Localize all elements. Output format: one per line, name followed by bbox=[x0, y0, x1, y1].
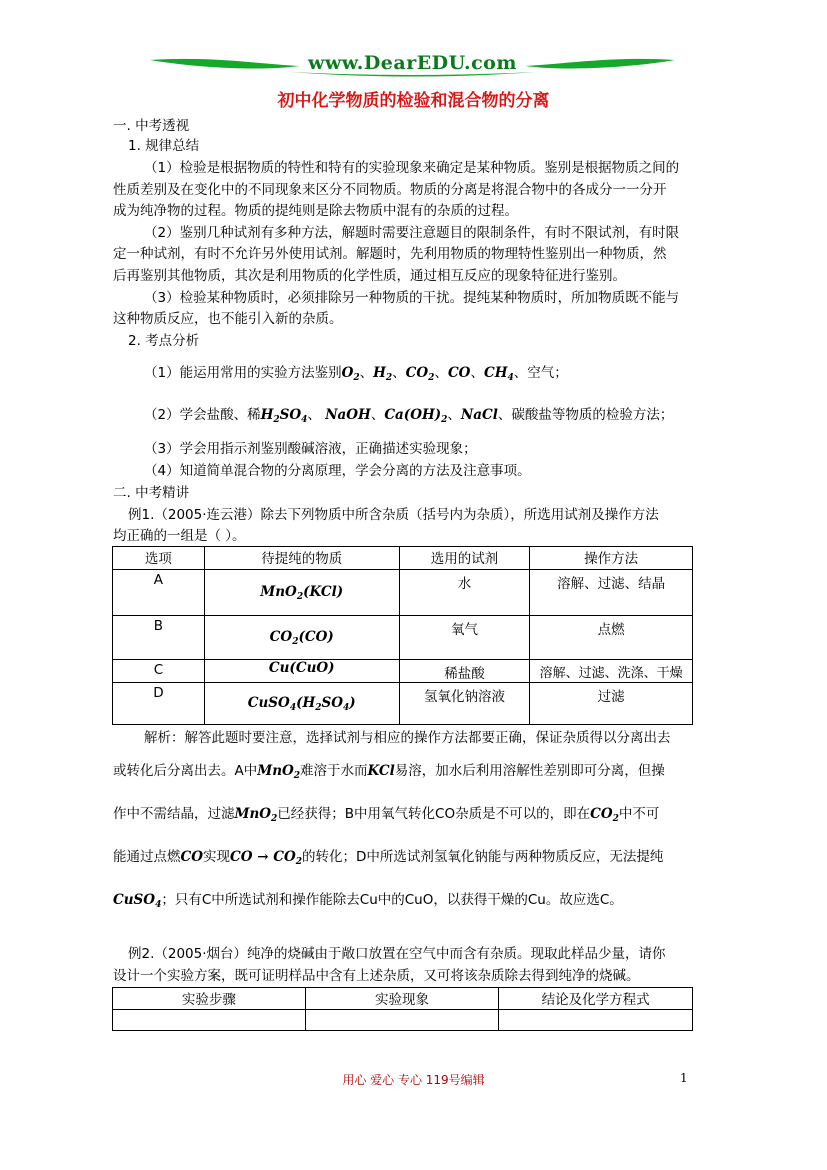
option-cell: B bbox=[153, 618, 164, 634]
page-number: 1 bbox=[680, 1071, 688, 1085]
table-header-row bbox=[113, 547, 693, 570]
formula-co: CO bbox=[447, 365, 471, 381]
formula-co2-co: $CO_2(CO)$ bbox=[269, 628, 334, 647]
formula-o2: $O_2$ bbox=[341, 365, 360, 383]
formula-ch4: $CH_4$ bbox=[483, 365, 514, 383]
table-header: 待提纯的物质 bbox=[204, 547, 399, 570]
formula-cuso4-h2so4: $CuSO_4(H_2SO_4)$ bbox=[247, 694, 356, 713]
analysis-text: 实现 bbox=[203, 849, 231, 865]
table-header: 结论及化学方程式 bbox=[499, 988, 693, 1010]
point-2-tail: 、碳酸盐等物质的检验方法； bbox=[497, 407, 674, 423]
formula-cuso4: CuSO$_4$ bbox=[113, 892, 162, 910]
formula-mno2-kcl: MnO$_2$(KCl) bbox=[260, 583, 344, 602]
table-row bbox=[113, 1010, 693, 1031]
analysis-line3 bbox=[113, 805, 659, 828]
option-cell: A bbox=[153, 572, 164, 588]
empty-cell bbox=[305, 1010, 499, 1031]
formula-mno2: MnO$_2$ bbox=[234, 806, 278, 824]
formula-kcl: KCl bbox=[367, 763, 395, 779]
formula-co: CO bbox=[180, 849, 204, 865]
example2-table bbox=[112, 987, 693, 1031]
header-banner bbox=[150, 50, 675, 78]
example1-table bbox=[112, 546, 693, 725]
section-heading-2: 二. 中考精讲 bbox=[113, 485, 190, 501]
analysis-text: 能通过点燃 bbox=[113, 849, 181, 865]
analysis-text: 难溶于水而 bbox=[300, 763, 368, 779]
method-cell: 溶解、过滤、洗涤、干燥 bbox=[539, 666, 683, 681]
analysis-text: 已经获得；B中用氧气转化CO杂质是不可以的，即在 bbox=[277, 806, 591, 822]
document-title: 初中化学物质的检验和混合物的分离 bbox=[277, 91, 550, 111]
table-header: 实验现象 bbox=[305, 988, 499, 1010]
example1-line1: 例1.（2005·连云港）除去下列物质中所含杂质（括号内为杂质），所选用试剂及操作方法 bbox=[128, 507, 659, 523]
formula-nacl: NaCl bbox=[460, 407, 498, 423]
analysis-text: 或转化后分离出去。A中 bbox=[113, 763, 258, 779]
method-cell: 过滤 bbox=[597, 689, 625, 705]
analysis-line1: 解析：解答此题时要注意，选择试剂与相应的操作方法都要正确，保证杂质得以分离出去 bbox=[144, 730, 671, 746]
point-1: （1）能运用常用的实验方法鉴别$O_2$、$H_2$、$CO_2$、CO、$CH_4$、空气； bbox=[144, 365, 568, 383]
point-1-tail: 、空气； bbox=[513, 365, 568, 381]
table-header: 选项 bbox=[113, 547, 205, 570]
formula-co-to-co2: CO → $CO_2$ bbox=[230, 849, 303, 867]
para2-line2: 定一种试剂，有时不允许另外使用试剂。解题时，先利用物质的物理特性鉴别出一种物质，然 bbox=[113, 246, 667, 262]
analysis-text: ；只有C中所选试剂和操作能除去Cu中的CuO，以获得干燥的Cu。故应选C。 bbox=[161, 892, 623, 908]
table-header-row bbox=[113, 988, 693, 1010]
method-cell: 点燃 bbox=[597, 622, 625, 638]
site-title: www.DearEDU.com bbox=[308, 52, 517, 74]
point-1-text: （1）能运用常用的实验方法鉴别 bbox=[144, 365, 342, 381]
table-row bbox=[113, 570, 693, 616]
para2-line1: （2）鉴别几种试剂有多种方法，解题时需要注意题目的限制条件，有时不限试剂，有时限 bbox=[144, 225, 680, 241]
analysis-line5 bbox=[113, 891, 623, 914]
empty-cell bbox=[499, 1010, 693, 1031]
formula-naoh: NaOH bbox=[325, 407, 371, 423]
formula-caoh2: $Ca(OH)_2$ bbox=[384, 407, 448, 425]
formula-co2: $CO_2$ bbox=[405, 365, 435, 383]
para1-line3: 成为纯净物的过程。物质的提纯则是除去物质中混有的杂质的过程。 bbox=[113, 203, 518, 219]
para3-line2: 这种物质反应，也不能引入新的杂质。 bbox=[113, 311, 343, 327]
option-cell: D bbox=[153, 685, 164, 701]
reagent-cell: 氧气 bbox=[450, 622, 478, 638]
para2-line3: 后再鉴别其他物质，其次是利用物质的化学性质，通过相互反应的现象特征进行鉴别。 bbox=[113, 268, 626, 284]
para3-line1: （3）检验某种物质时，必须排除另一种物质的干扰。提纯某种物质时，所加物质既不能与 bbox=[144, 290, 680, 306]
point-3: （3）学会用指示剂鉴别酸碱溶液，正确描述实验现象； bbox=[144, 441, 477, 457]
table-row bbox=[113, 683, 693, 725]
example2-line2: 设计一个实验方案，既可证明样品中含有上述杂质，又可将该杂质除去得到纯净的烧碱。 bbox=[113, 968, 640, 984]
reagent-cell: 稀盐酸 bbox=[444, 666, 485, 682]
example1-line2: 均正确的一组是（ ）。 bbox=[113, 528, 246, 544]
table-row bbox=[113, 660, 693, 683]
analysis-text: 中不可 bbox=[618, 806, 660, 822]
formula-h2: $H_2$ bbox=[373, 365, 393, 383]
formula-co2: $CO_2$ bbox=[590, 806, 619, 824]
option-cell: C bbox=[153, 662, 164, 678]
para1-line1: （1）检验是根据物质的特性和特有的实验现象来确定是某种物质。鉴别是根据物质之间的 bbox=[144, 160, 680, 176]
point-4: （4）知道简单混合物的分离原理，学会分离的方法及注意事项。 bbox=[144, 463, 531, 479]
formula-h2so4: $H_2SO_4$ bbox=[260, 407, 308, 425]
section-heading-1: 一. 中考透视 bbox=[113, 118, 190, 134]
point-2: （2）学会盐酸、稀$H_2SO_4$、 NaOH、$Ca(OH)_2$、NaCl、碳酸盐等物质的检验方法； bbox=[144, 407, 674, 425]
reagent-cell: 氢氧化钠溶液 bbox=[423, 689, 505, 705]
analysis-text: 作中不需结晶，过滤 bbox=[113, 806, 235, 822]
analysis-text: 的转化；D中所选试剂氢氧化钠能与两种物质反应，无法提纯 bbox=[302, 849, 664, 865]
para1-line2: 性质差别及在变化中的不同现象来区分不同物质。物质的分离是将混合物中的各成分一一分开 bbox=[113, 182, 667, 198]
subheading-summary: 1. 规律总结 bbox=[128, 138, 200, 154]
formula-cu-cuo: Cu(CuO) bbox=[268, 660, 335, 676]
analysis-line4 bbox=[113, 848, 663, 871]
table-header: 操作方法 bbox=[530, 547, 693, 570]
example2-line1: 例2.（2005·烟台）纯净的烧碱由于敞口放置在空气中而含有杂质。现取此样品少量，请你 bbox=[128, 946, 666, 962]
formula-mno2: MnO$_2$ bbox=[257, 763, 301, 781]
table-header: 实验步骤 bbox=[113, 988, 306, 1010]
point-2-text: （2）学会盐酸、稀 bbox=[144, 407, 261, 423]
reagent-cell: 水 bbox=[457, 576, 472, 592]
analysis-text: 易溶，加水后利用溶解性差别即可分离，但操 bbox=[394, 763, 665, 779]
table-row bbox=[113, 616, 693, 660]
method-cell: 溶解、过滤、结晶 bbox=[557, 576, 666, 592]
analysis-line2 bbox=[113, 762, 665, 785]
page-footer: 用心 爱心 专心 119号编辑 bbox=[342, 1073, 485, 1087]
table-header: 选用的试剂 bbox=[399, 547, 530, 570]
subheading-analysis: 2. 考点分析 bbox=[128, 333, 200, 349]
empty-cell bbox=[113, 1010, 306, 1031]
